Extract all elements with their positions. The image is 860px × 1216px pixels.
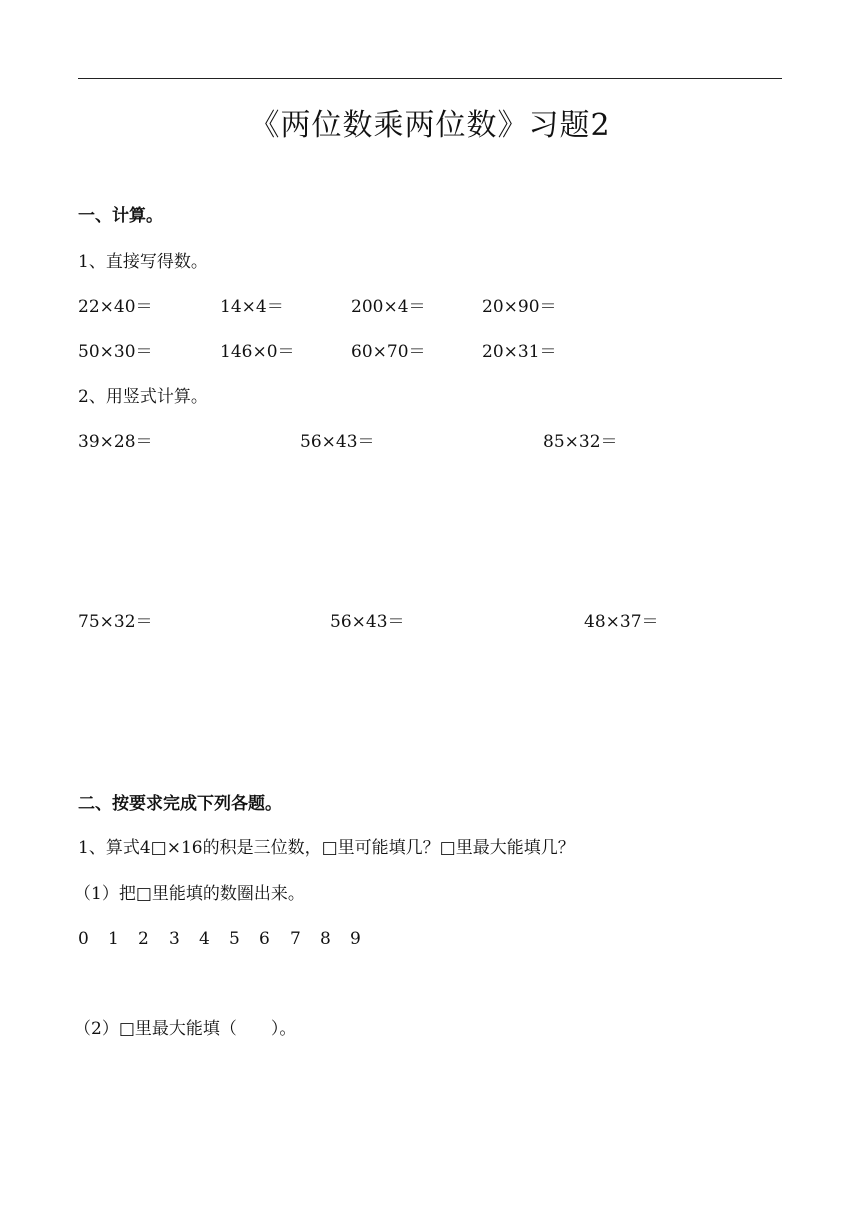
header-rule — [78, 78, 782, 79]
oral-problem: 20×90＝ — [482, 297, 557, 317]
vertical-problem: 56×43＝ — [330, 612, 405, 632]
section2-sub2: （2）□里最大能填（ ）。 — [74, 1019, 297, 1039]
digit-option[interactable]: 6 — [259, 929, 270, 949]
digit-option[interactable]: 9 — [350, 929, 361, 949]
vertical-problem: 56×43＝ — [300, 432, 375, 452]
section2-q1-text: 1、算式4□×16的积是三位数，□里可能填几？□里最大能填几？ — [78, 838, 575, 858]
oral-problem: 200×4＝ — [351, 297, 426, 317]
q2-label: 2、用竖式计算。 — [78, 387, 208, 407]
vertical-problem: 85×32＝ — [543, 432, 618, 452]
vertical-problem: 75×32＝ — [78, 612, 153, 632]
oral-problem: 20×31＝ — [482, 342, 557, 362]
vertical-problem: 39×28＝ — [78, 432, 153, 452]
digit-option[interactable]: 5 — [229, 929, 240, 949]
oral-problem: 146×0＝ — [220, 342, 295, 362]
digit-option[interactable]: 1 — [108, 929, 119, 949]
digit-option[interactable]: 7 — [290, 929, 301, 949]
q1-label: 1、直接写得数。 — [78, 252, 208, 272]
section2-heading: 二、按要求完成下列各题。 — [78, 794, 282, 814]
oral-problem: 60×70＝ — [351, 342, 426, 362]
page-title: 《两位数乘两位数》习题2 — [249, 108, 611, 143]
digit-option[interactable]: 2 — [138, 929, 149, 949]
section2-sub1: （1）把□里能填的数圈出来。 — [74, 884, 305, 904]
oral-problem: 14×4＝ — [220, 297, 284, 317]
oral-problem: 50×30＝ — [78, 342, 153, 362]
oral-problem: 22×40＝ — [78, 297, 153, 317]
digit-option[interactable]: 4 — [199, 929, 210, 949]
digit-option[interactable]: 3 — [169, 929, 180, 949]
vertical-problem: 48×37＝ — [584, 612, 659, 632]
digit-option[interactable]: 8 — [320, 929, 331, 949]
digit-option[interactable]: 0 — [78, 929, 89, 949]
section1-heading: 一、计算。 — [78, 206, 163, 226]
